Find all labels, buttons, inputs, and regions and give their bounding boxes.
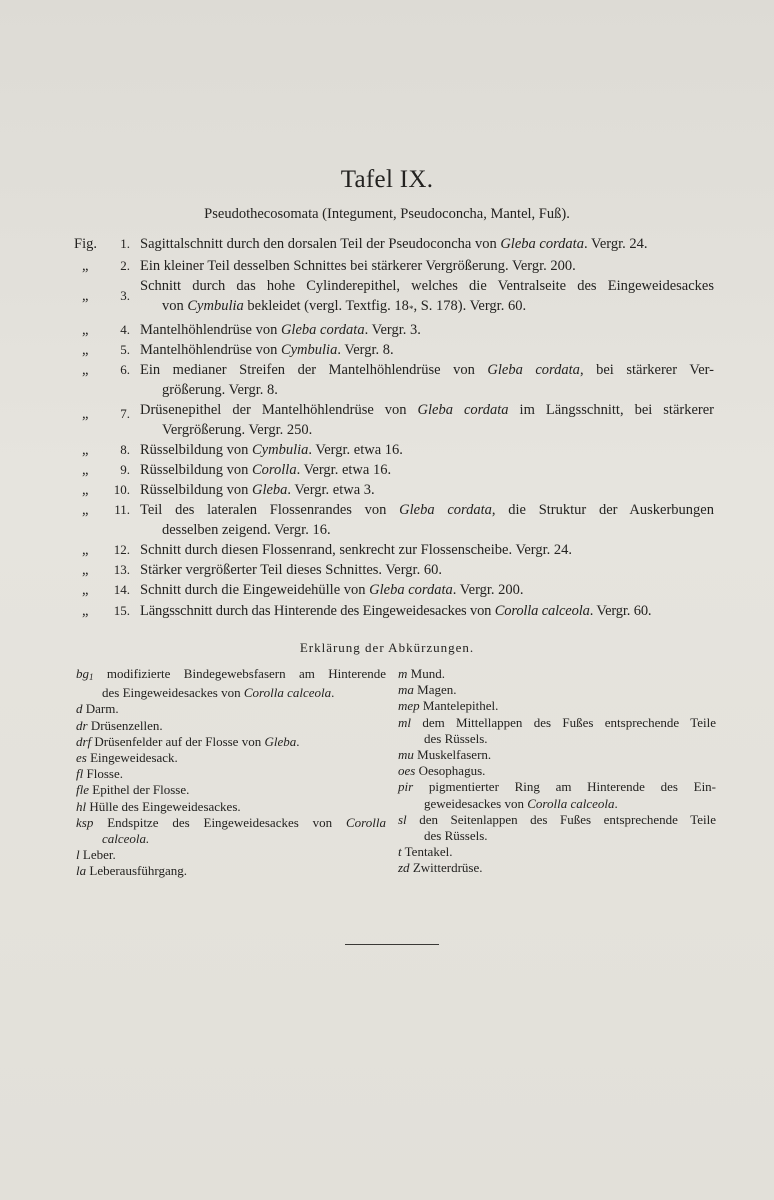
abbr-key: fl	[76, 766, 84, 782]
ditto-mark: „	[82, 406, 89, 422]
ditto-mark: „	[82, 342, 89, 358]
fig-caption: Ein kleiner Teil desselben Schnittes bei stärkerer Vergrößerung. Vergr. 200.	[140, 258, 576, 274]
abbr-text: Magen.	[417, 682, 457, 698]
abbreviations-heading: Erklärung der Abkürzungen.	[299, 640, 475, 655]
abbr-key: hl	[76, 798, 87, 814]
ditto-mark: „	[82, 582, 89, 598]
fig-caption: Rüsselbildung von Gleba. Vergr. etwa 3.	[140, 482, 375, 498]
plate-title: Tafel IX.	[340, 166, 434, 193]
abbreviation-entry	[398, 715, 716, 747]
abbr-text: Drüsenzellen.	[90, 717, 163, 733]
abbr-text: Mund.	[410, 666, 445, 681]
ditto-mark: „	[82, 482, 89, 498]
fig-caption: Stärker vergrößerter Teil dieses Schnittes. Vergr. 60.	[140, 562, 442, 578]
abbreviations-right-column	[398, 666, 716, 877]
abbreviation-entry	[76, 750, 386, 766]
abbreviation-entry	[76, 863, 386, 879]
fig-number: 3.	[120, 288, 130, 303]
fig-caption-line1: Ein medianer Streifen der Mantelhöhlendrüse von Gleba cordata, bei stärkerer Ver-	[140, 362, 714, 378]
fig-caption-line1: Schnitt durch das hohe Cylinderepithel, welches die Ventralseite des Eingeweidesackes	[140, 278, 714, 294]
fig-caption: Rüsselbildung von Cymbulia. Vergr. etwa 16.	[140, 442, 403, 458]
fig-label: Fig.	[74, 236, 97, 252]
abbr-text: Oesophagus.	[418, 763, 486, 779]
abbr-key: oes	[398, 763, 416, 779]
abbreviation-entry	[76, 847, 386, 863]
abbr-text-line1: pigmentierter Ring am Hinterende des Ein-	[428, 779, 717, 795]
abbr-key: t	[398, 844, 402, 860]
fig-caption: Längsschnitt durch das Hinterende des Eingeweidesackes von Corolla calceola. Vergr. 60.	[140, 603, 652, 619]
abbr-text: Muskelfasern.	[417, 747, 492, 763]
abbr-text: Leberausführgang.	[89, 863, 187, 879]
abbreviation-entry	[76, 701, 386, 717]
fig-number: 7.	[120, 406, 130, 421]
abbr-key: l	[76, 847, 80, 863]
abbr-text: Tentakel.	[404, 844, 453, 860]
closing-rule	[345, 944, 439, 945]
ditto-mark: „	[82, 288, 89, 304]
abbr-key: d	[76, 701, 83, 717]
fig-caption-line1: Teil des lateralen Flossenrandes von Gleba cordata, die Struktur der Auskerbungen	[140, 502, 714, 518]
abbreviation-entry	[398, 812, 716, 844]
abbreviation-entry	[398, 682, 716, 698]
fig-number: 4.	[120, 322, 130, 337]
abbreviation-entry	[76, 766, 386, 782]
fig-caption-line2: größerung. Vergr. 8.	[162, 382, 278, 398]
abbr-key: m	[398, 666, 408, 681]
ditto-mark: „	[82, 502, 89, 518]
fig-number: 8.	[120, 442, 130, 457]
abbreviation-entry	[76, 815, 386, 847]
fig-number: 9.	[120, 462, 130, 477]
abbr-key: es	[76, 750, 87, 766]
abbreviation-entry	[76, 799, 386, 815]
abbr-text: Leber.	[82, 847, 116, 863]
abbr-text-line1: den Seitenlappen des Fußes entsprechende Teile	[419, 811, 717, 827]
ditto-mark: „	[82, 603, 89, 619]
fig-number: 11.	[114, 502, 130, 517]
abbreviations-left-column	[76, 666, 386, 880]
abbreviation-entry	[398, 844, 716, 860]
abbr-text-line2: geweidesackes von Corolla calceola.	[424, 795, 618, 811]
abbr-key: dr	[76, 717, 88, 733]
abbreviation-entry	[398, 860, 716, 876]
fig-caption: Mantelhöhlendrüse von Gleba cordata. Vergr. 3.	[140, 322, 421, 338]
abbr-text-line2: calceola.	[102, 831, 150, 847]
fig-caption-line2: desselben zeigend. Vergr. 16.	[162, 522, 331, 538]
abbr-text: Epithel der Flosse.	[92, 782, 190, 798]
abbr-key: la	[76, 863, 87, 879]
ditto-mark: „	[82, 562, 89, 578]
fig-caption: Rüsselbildung von Corolla. Vergr. etwa 16.	[140, 462, 392, 478]
abbr-text: Drüsenfelder auf der Flosse von Gleba.	[94, 733, 300, 749]
ditto-mark: „	[82, 322, 89, 338]
abbreviation-entry	[76, 782, 386, 798]
abbr-text-line2: des Rüssels.	[424, 828, 488, 844]
abbr-text: Darm.	[85, 701, 119, 717]
abbr-text: Zwitterdrüse.	[412, 860, 483, 876]
ditto-mark: „	[82, 542, 89, 558]
fig-number: 6.	[120, 362, 130, 377]
abbr-key: mu	[398, 747, 414, 763]
fig-caption-line2: von Cymbulia bekleidet (vergl. Textfig. $18_*$, S. 178). Vergr. 60.	[162, 298, 527, 314]
abbr-key: fle	[76, 782, 89, 798]
plate-subtitle: Pseudothecosomata (Integument, Pseudoconcha, Mantel, Fuß).	[204, 206, 570, 222]
abbr-key: mep	[398, 698, 420, 714]
abbreviation-entry	[398, 763, 716, 779]
abbr-key: ml	[398, 714, 411, 730]
abbr-text: Eingeweidesack.	[90, 750, 178, 766]
abbreviation-entry	[76, 666, 386, 701]
fig-caption: Schnitt durch diesen Flossenrand, senkrecht zur Flossenscheibe. Vergr. 24.	[140, 542, 572, 558]
fig-number: 14.	[113, 582, 130, 597]
fig-number: 15.	[113, 603, 130, 618]
abbr-text-line1: modifizierte Bindegewebsfasern am Hinterende	[106, 666, 386, 681]
abbreviation-entry	[398, 698, 716, 714]
abbr-text: Mantelepithel.	[422, 698, 499, 714]
fig-caption: Mantelhöhlendrüse von Cymbulia. Vergr. 8.	[140, 342, 394, 358]
abbr-key: pir	[398, 779, 414, 795]
abbreviation-entry	[398, 666, 716, 682]
abbr-key: ksp	[76, 814, 94, 830]
abbreviation-entry	[76, 734, 386, 750]
fig-caption-line1: Drüsenepithel der Mantelhöhlendrüse von Gleba cordata im Längsschnitt, bei stärkerer	[140, 402, 714, 418]
abbr-key: ma	[398, 682, 414, 698]
ditto-mark: „	[82, 362, 89, 378]
fig-number: 13.	[113, 562, 130, 577]
fig-number: 5.	[120, 342, 130, 357]
fig-number: 12.	[113, 542, 130, 557]
fig-number: 1.	[120, 236, 130, 251]
ditto-mark: „	[82, 442, 89, 458]
abbr-key: $bg_1$	[76, 666, 94, 682]
ditto-mark: „	[82, 258, 89, 274]
abbr-key: zd	[398, 860, 410, 876]
abbr-key: drf	[76, 733, 92, 749]
fig-number: 10.	[113, 482, 130, 497]
abbr-text-line1: dem Mittellappen des Fußes entsprechende Teile	[422, 714, 716, 730]
abbreviation-entry	[398, 747, 716, 763]
abbr-text-line2: des Rüssels.	[424, 730, 488, 746]
abbr-text-line2: des Eingeweidesackes von Corolla calceola.	[102, 685, 335, 701]
abbreviation-entry	[76, 718, 386, 734]
fig-caption-line2: Vergrößerung. Vergr. 250.	[162, 422, 313, 438]
abbr-text-line1: Endspitze des Eingeweidesackes von Corolla	[107, 814, 386, 830]
fig-caption: Schnitt durch die Eingeweidehülle von Gleba cordata. Vergr. 200.	[140, 582, 524, 598]
fig-caption: Sagittalschnitt durch den dorsalen Teil der Pseudoconcha von Gleba cordata. Vergr. 24.	[140, 236, 648, 252]
fig-number: 2.	[120, 258, 130, 273]
abbr-text: Hülle des Eingeweidesackes.	[89, 798, 241, 814]
abbr-text: Flosse.	[86, 766, 123, 782]
ditto-mark: „	[82, 462, 89, 478]
abbreviation-entry	[398, 779, 716, 811]
abbr-key: sl	[398, 811, 407, 827]
